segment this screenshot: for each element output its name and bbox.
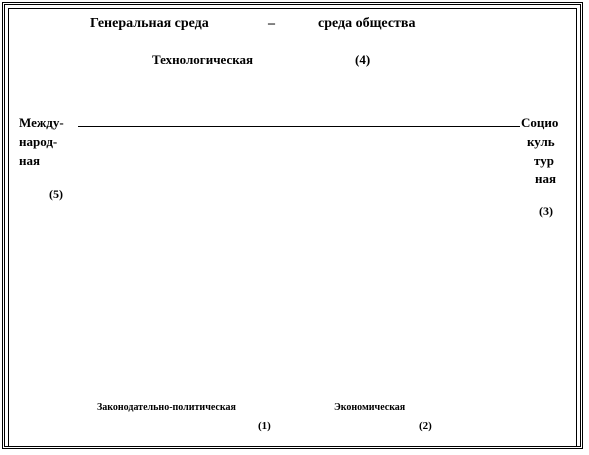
sociocultural-line-3: тур xyxy=(534,153,554,168)
international-line-2: народ- xyxy=(19,134,58,149)
title-dash: – xyxy=(268,16,275,31)
international-line-1: Между- xyxy=(19,115,64,130)
international-number: (5) xyxy=(49,187,63,201)
sociocultural-line-1: Социо xyxy=(521,115,559,130)
horizontal-rule xyxy=(78,126,520,127)
inner-frame xyxy=(8,8,577,447)
international-line-3: ная xyxy=(19,153,41,168)
sociocultural-number: (3) xyxy=(539,204,553,218)
economic-number: (2) xyxy=(419,420,432,432)
economic-label: Экономическая xyxy=(334,402,406,413)
technological-number: (4) xyxy=(355,52,371,67)
legal-political-number: (1) xyxy=(258,420,271,432)
title-general-environment: Генеральная среда xyxy=(90,16,209,31)
sociocultural-line-2: куль xyxy=(527,134,555,149)
sociocultural-line-4: ная xyxy=(535,171,557,186)
title-society-environment: среда общества xyxy=(318,16,416,31)
technological-label: Технологическая xyxy=(152,52,254,67)
legal-political-label: Законодательно-политическая xyxy=(97,402,236,413)
